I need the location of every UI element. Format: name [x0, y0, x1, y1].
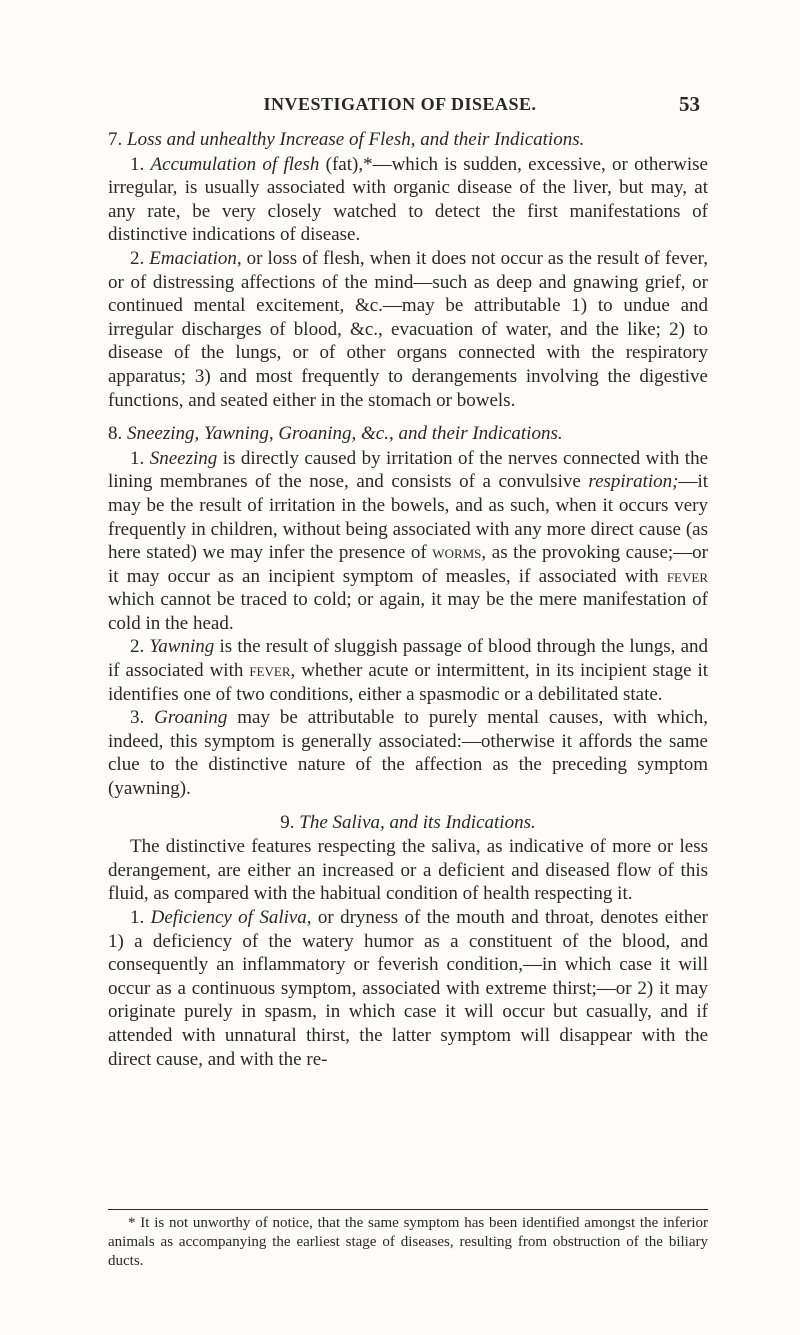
paragraph-text: is directly caused by irritation of the nerves connected with the lining membranes of the nose, and consists of a convulsive	[108, 447, 709, 493]
section-number: 8.	[108, 423, 123, 445]
italic-term: Accumulation of flesh	[150, 153, 320, 175]
italic-term: Sneezing	[149, 447, 218, 469]
paragraph-text: or loss of flesh, when it does not occur as the result of fever, or of distressing affections of the mind—such as deep and gnawing grief, or continued mental excitement, &c.—may be attributable 1) to undue and irregular discharges of blood, &c., evacuation of water, and the like; 2) to disease of the lungs, or of other organs connected with the respiratory apparatus; 3) and most frequently to derangements involving the digestive functions, and seated either in the stomach or bowels.	[108, 247, 709, 411]
section-number: 9.	[280, 811, 295, 833]
paragraph	[108, 153, 708, 247]
paragraph-text: as the provoking cause;—or it may occur as an incipient symptom of measles, if associated with	[108, 542, 708, 587]
section-heading-9	[108, 811, 708, 835]
section-number: 7.	[108, 129, 123, 150]
paragraph-number: 3.	[130, 707, 145, 729]
paragraph	[108, 635, 708, 706]
paragraph-text: (fat),*—which is sudden, excessive, or otherwise irregular, is usually associated with organic disease of the liver, but may, at any rate, be very closely watched to detect the first manifestations of distinctive indications of disease.	[108, 153, 708, 246]
page-number: 53	[679, 92, 700, 116]
paragraph	[108, 906, 708, 1071]
section-title: The Saliva, and its Indications.	[299, 811, 536, 833]
paragraph-number: 2.	[130, 636, 145, 658]
paragraph: The distinctive features respecting the saliva, as indicative of more or less derangement, are either an increased or a deficient and diseased flow of this fluid, as compared with the habitual condition of health respecting it.	[108, 836, 708, 905]
section-title: Loss and unhealthy Increase of Flesh, and their Indications.	[127, 129, 585, 150]
paragraph	[108, 247, 708, 412]
small-caps-term: fever,	[249, 660, 296, 682]
paragraph-number: 1.	[130, 907, 145, 928]
paragraph-text: is the result of sluggish passage of blood through the lungs, and if associated with	[108, 636, 708, 682]
italic-term: Emaciation,	[149, 247, 242, 269]
paragraph-text: may be attributable to purely mental causes, with which, indeed, this symptom is generally associated:—otherwise it affords the same clue to the distinctive nature of the affection as the preceding symptom (yawning).	[108, 707, 708, 800]
paragraph-number: 1.	[130, 153, 145, 175]
footnote-divider	[108, 1209, 708, 1210]
footnote: * It is not unworthy of notice, that the same symptom has been identified amongst the inferior animals as accompanying the earliest stage of diseases, resulting from obstruction of the biliary ducts.	[108, 1215, 708, 1269]
small-caps-term: fever	[666, 565, 708, 587]
italic-term: Yawning	[149, 636, 215, 658]
paragraph-number: 2.	[130, 247, 145, 269]
paragraph-text: or dryness of the mouth and throat, denotes either 1) a deficiency of the watery humor as a constituent of the blood, and consequently an inflammatory or feverish condition,—in which case it will occur as a continuous symptom, associated with extreme thirst;—or 2) it may originate purely in spasm, in which case it will occur but casually, and if attended with unnatural thirst, the latter symptom will disappear with the direct cause, and with the re-	[108, 907, 709, 1070]
paragraph-text: which cannot be traced to cold; or again, it may be the mere manifestation of cold in the head.	[108, 589, 708, 634]
italic-term: Groaning	[154, 707, 228, 729]
paragraph	[108, 447, 708, 636]
running-title: INVESTIGATION OF DISEASE.	[263, 94, 537, 114]
italic-term: respiration;	[588, 471, 679, 493]
section-heading-7	[108, 128, 708, 152]
section-title: Sneezing, Yawning, Groaning, &c., and their Indications.	[127, 423, 563, 445]
paragraph-text: —it may be the result of irritation in the bowels, and as such, when it occurs very frequently in children, without being associated with any more direct cause (as here stated) we may infer the presence of	[108, 471, 709, 564]
italic-term: Deficiency of Saliva,	[150, 907, 312, 928]
body-text	[108, 128, 708, 1071]
paragraph-text: whether acute or intermittent, in its incipient stage it identifies one of two conditions, either a spasmodic or a debilitated state.	[108, 660, 709, 705]
small-caps-term: worms,	[432, 542, 487, 564]
paragraph	[108, 706, 708, 800]
paragraph-number: 1.	[130, 447, 145, 469]
section-heading-8	[108, 422, 708, 446]
